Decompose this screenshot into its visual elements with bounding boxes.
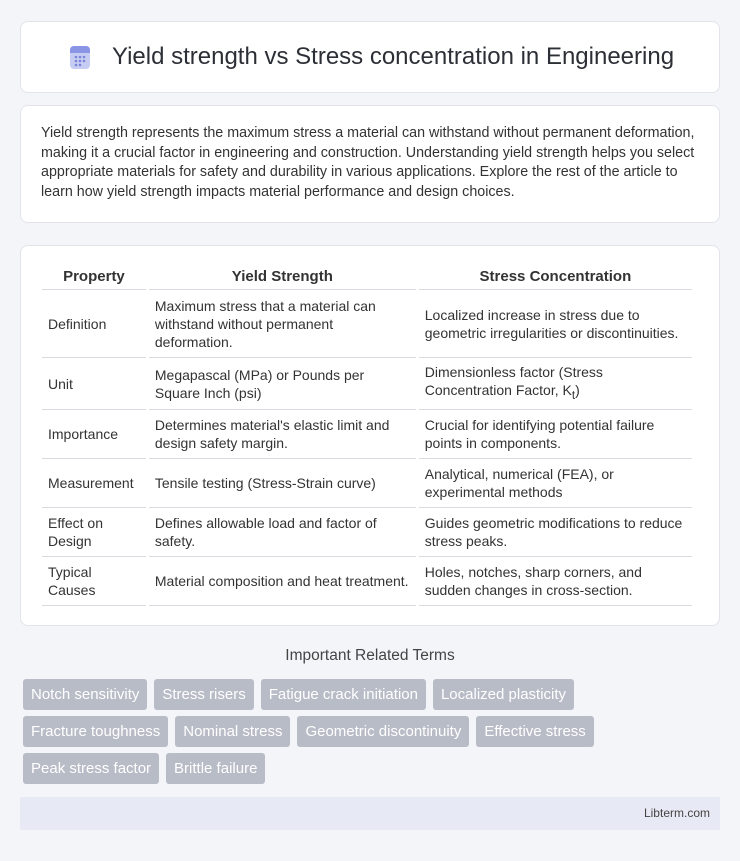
table-header-row <box>42 266 692 290</box>
comparison-table-card <box>20 245 720 626</box>
yield-strength-cell: Defines allowable load and factor of safety. <box>149 508 416 557</box>
table-row <box>42 557 692 606</box>
intro-paragraph: Yield strength represents the maximum stress a material can withstand without permanent deformation, making it a crucial factor in engineering and construction. Understanding yield strength helps you select appropriate materials for safety and durability in various applications. Explore the rest of the article to learn how yield strength impacts material performance and design choices. <box>41 125 695 200</box>
header-yield-strength: Yield Strength <box>149 266 416 290</box>
table-row <box>42 358 692 410</box>
stress-concentration-cell <box>419 358 692 410</box>
yield-strength-cell: Material composition and heat treatment. <box>149 557 416 606</box>
tag-localized-plasticity[interactable]: Localized plasticity <box>433 679 574 710</box>
stress-concentration-cell: Analytical, numerical (FEA), or experimental methods <box>419 459 692 508</box>
stress-concentration-cell: Localized increase in stress due to geometric irregularities or discontinuities. <box>419 290 692 358</box>
unit-text: Dimensionless factor (Stress Concentration Factor, K <box>424 363 603 398</box>
tag-stress-risers[interactable]: Stress risers <box>154 679 253 710</box>
table-row <box>42 290 692 358</box>
row-label: Effect on Design <box>42 508 146 557</box>
tag-fracture-toughness[interactable]: Fracture toughness <box>23 716 168 747</box>
related-terms-tags <box>23 679 723 790</box>
yield-strength-cell: Megapascal (MPa) or Pounds per Square Inch (psi) <box>149 358 416 410</box>
footer-source-link[interactable]: Libterm.com <box>643 806 710 820</box>
page-title: Yield strength vs Stress concentration in Engineering <box>111 43 675 70</box>
tag-effective-stress[interactable]: Effective stress <box>476 716 593 747</box>
related-terms-heading: Important Related Terms <box>285 647 455 664</box>
header-stress-concentration: Stress Concentration <box>419 266 692 290</box>
yield-strength-cell: Determines material's elastic limit and design safety margin. <box>149 410 416 459</box>
yield-strength-cell: Maximum stress that a material can withstand without permanent deformation. <box>149 290 416 358</box>
stress-concentration-cell: Crucial for identifying potential failure points in components. <box>419 410 692 459</box>
row-label: Measurement <box>42 459 146 508</box>
document-icon <box>66 43 94 71</box>
footer-bar <box>20 797 720 830</box>
intro-card <box>20 105 720 223</box>
stress-concentration-cell: Guides geometric modifications to reduce stress peaks. <box>419 508 692 557</box>
comparison-table <box>39 266 695 606</box>
tag-nominal-stress[interactable]: Nominal stress <box>175 716 290 747</box>
row-label: Unit <box>42 358 146 410</box>
table-row <box>42 459 692 508</box>
tag-peak-stress-factor[interactable]: Peak stress factor <box>23 753 159 784</box>
row-label: Definition <box>42 290 146 358</box>
tag-fatigue-crack-initiation[interactable]: Fatigue crack initiation <box>261 679 426 710</box>
table-row <box>42 410 692 459</box>
row-label: Typical Causes <box>42 557 146 606</box>
unit-subscript: t <box>571 388 576 402</box>
yield-strength-cell: Tensile testing (Stress-Strain curve) <box>149 459 416 508</box>
title-card <box>20 21 720 93</box>
header-property: Property <box>42 266 146 290</box>
tag-notch-sensitivity[interactable]: Notch sensitivity <box>23 679 147 710</box>
tag-brittle-failure[interactable]: Brittle failure <box>166 753 265 784</box>
stress-concentration-cell: Holes, notches, sharp corners, and sudden changes in cross-section. <box>419 557 692 606</box>
table-row <box>42 508 692 557</box>
unit-close: ) <box>575 381 580 398</box>
row-label: Importance <box>42 410 146 459</box>
tag-geometric-discontinuity[interactable]: Geometric discontinuity <box>297 716 469 747</box>
